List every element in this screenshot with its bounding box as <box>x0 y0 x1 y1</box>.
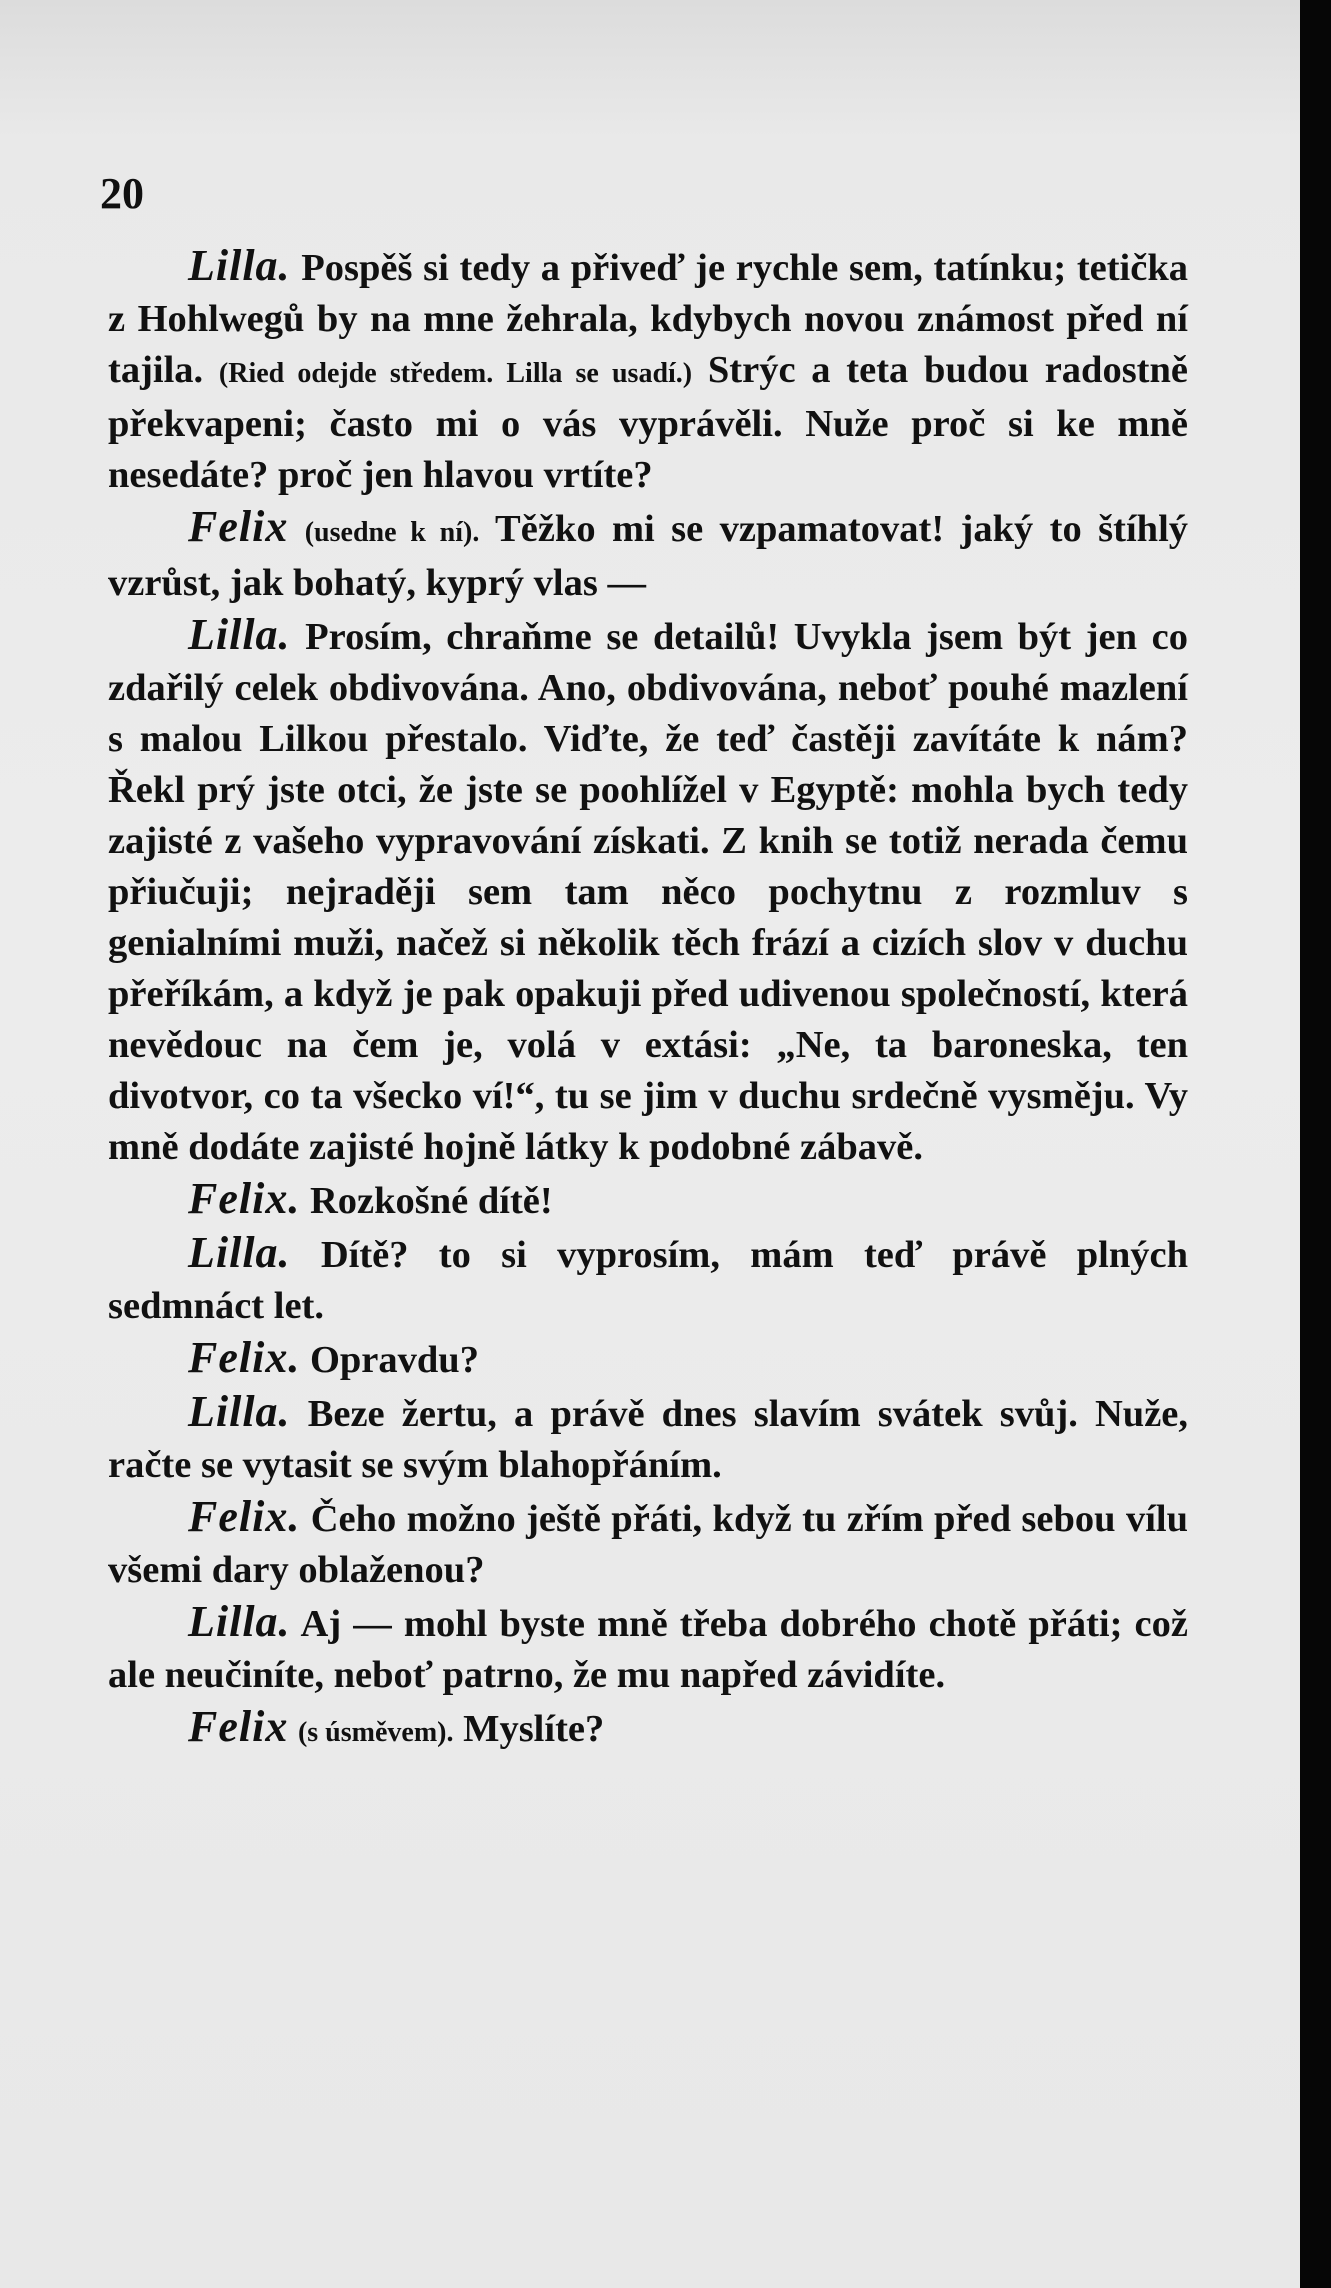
page-number: 20 <box>100 169 144 218</box>
dialogue-paragraph <box>108 1227 1188 1332</box>
dialogue-paragraph <box>108 501 1188 609</box>
speech-text: Beze žertu, a právě dnes slavím svátek svůj. Nuže, račte se vytasit se svým blahopřáním. <box>108 1393 1188 1486</box>
speech-text: Opravdu? <box>300 1339 479 1381</box>
speaker-name: Felix. <box>188 1333 301 1382</box>
dialogue-paragraph <box>108 240 1188 501</box>
dialogue-paragraph <box>108 1386 1188 1491</box>
speech-text: Myslíte? <box>453 1708 605 1750</box>
speech-text: Těžko mi se vzpamatovat! jaký to štíhlý vzrůst, jak bohatý, kyprý vlas — <box>108 508 1189 604</box>
speech-text: Aj — mohl byste mně třeba dobrého chotě přáti; což ale neučiníte, neboť patrno, že mu napřed závidíte. <box>108 1603 1188 1696</box>
dialogue-paragraph <box>108 1332 1188 1386</box>
speaker-name: Lilla. <box>188 241 291 290</box>
dialogue-paragraph <box>108 609 1188 1173</box>
speaker-name: Lilla. <box>188 610 291 659</box>
speaker-name: Felix. <box>188 1492 301 1541</box>
stage-direction: (s úsměvem). <box>297 1717 454 1748</box>
dialogue-paragraph <box>108 1173 1188 1227</box>
speaker-name: Lilla. <box>188 1387 291 1436</box>
speech-text: Rozkošné dítě! <box>300 1180 553 1222</box>
speaker-name: Felix <box>188 502 289 551</box>
speech-text: Prosím, chraňme se detailů! Uvykla jsem být jen co zdařilý celek obdivována. Ano, obdivována, neboť pouhé mazlení s malou Lilkou přestalo. Viďte, že teď častěji zavítáte k nám? Řekl prý jste otci, že jste se poohlížel v Egyptě: mohla bych tedy zajisté z vašeho vypravování získati. Z knih se totiž nerada čemu přiučuji; nejraději sem tam něco pochytnu z rozmluv s genialními muži, načež si několik těch frází a cizích slov v duchu přeříkám, a když je pak opakuji před udivenou společností, která nevědouc na čem je, volá v extási: „Ne, ta baroneska, ten divotvor, co ta všecko ví!“, tu se jim v duchu srdečně vysměju. Vy mně dodáte zajisté hojně látky k podobné zábavě. <box>108 616 1188 1168</box>
speech-text: Pospěš si tedy a přiveď je rychle sem, tatínku; tetička z Hohlwegů by na mne žehrala, kdybych novou známost před ní tajila. <box>108 247 1188 391</box>
speech-text: Dítě? to si vyprosím, mám teď právě plných sedmnáct let. <box>108 1234 1188 1327</box>
dialogue-paragraph <box>108 1491 1188 1596</box>
stage-direction: (Ried odejde středem. Lilla se usadí.) <box>218 358 693 389</box>
speaker-name: Felix <box>188 1702 289 1751</box>
speech-text: Čeho možno ještě přáti, když tu zřím před sebou vílu všemi dary oblaženou? <box>108 1498 1188 1591</box>
speech-text <box>288 1708 298 1750</box>
scan-edge <box>1300 0 1331 2288</box>
speech-text <box>288 508 304 550</box>
speaker-name: Felix. <box>188 1174 301 1223</box>
dialogue-paragraph <box>108 1701 1188 1758</box>
speaker-name: Lilla. <box>188 1228 291 1277</box>
dialogue-paragraph <box>108 1596 1188 1701</box>
speaker-name: Lilla. <box>188 1597 291 1646</box>
stage-direction: (usedne k ní). <box>304 517 480 548</box>
speech-text: Strýc a teta budou radostně překvapeni; často mi o vás vyprávěli. Nuže proč si ke mně nesedáte? proč jen hlavou vrtíte? <box>108 349 1189 496</box>
play-text <box>108 240 1188 1758</box>
